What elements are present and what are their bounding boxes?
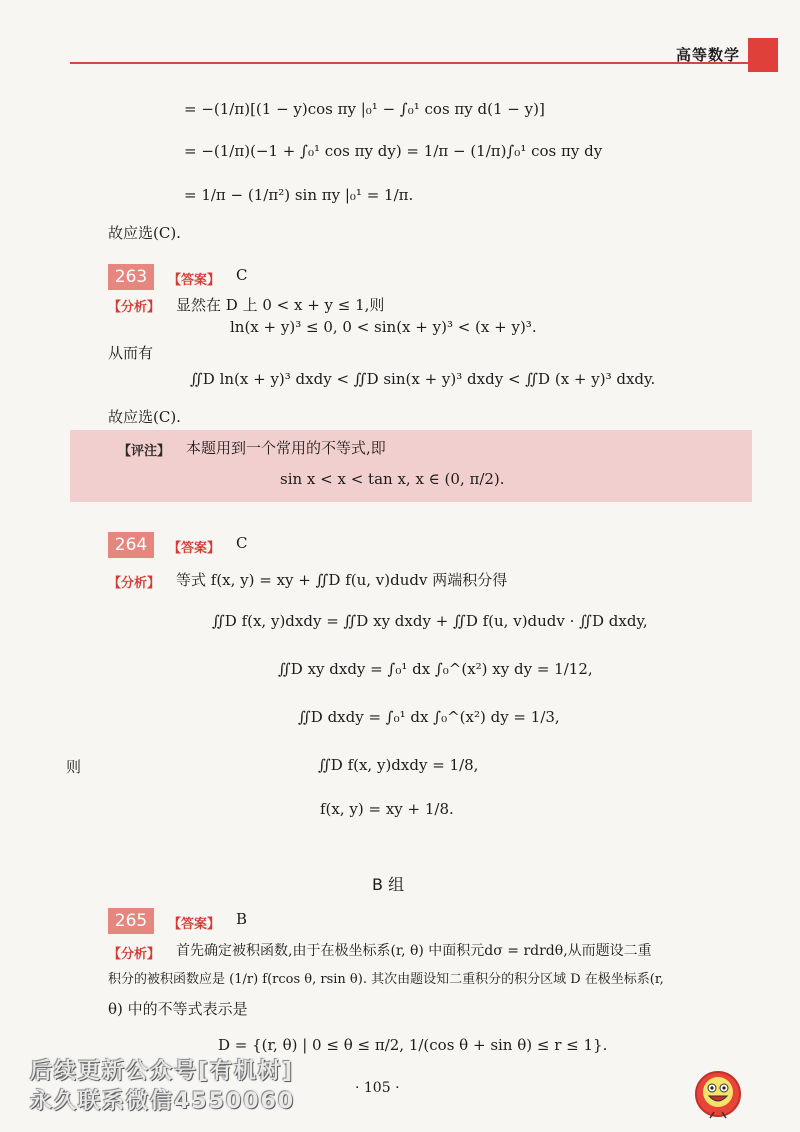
analysis-tag: 【分析】 [108, 947, 161, 962]
equation: ∬D f(x, y)dxdy = 1/8, [318, 756, 479, 774]
question-number-badge: 263 [108, 264, 154, 290]
question-number-badge: 265 [108, 908, 154, 934]
equation: ∬D dxdy = ∫₀¹ dx ∫₀^(x²) dy = 1/3, [298, 708, 560, 726]
header-title: 高等数学 [676, 46, 741, 64]
smiley-mascot-icon [690, 1066, 746, 1122]
domain-formula: D = {(r, θ) | 0 ≤ θ ≤ π/2, 1/(cos θ + sin θ) ≤ r ≤ 1}. [218, 1036, 608, 1054]
top-eq-line2: = −(1/π)(−1 + ∫₀¹ cos πy dy) = 1/π − (1/π)∫₀¹ cos πy dy [184, 142, 603, 160]
analysis-line: 积分的被积函数应是 (1/r) f(rcos θ, rsin θ). 其次由题设知二重积分的积分区域 D 在极坐标系(r, [108, 972, 664, 987]
watermark-line: 永久联系微信4550060 [30, 1089, 296, 1114]
equation: ∬D xy dxdy = ∫₀¹ dx ∫₀^(x²) xy dy = 1/12, [278, 660, 593, 678]
analysis-line: θ) 中的不等式表示是 [108, 1000, 248, 1018]
header-rule [70, 62, 750, 64]
analysis-line: 显然在 D 上 0 < x + y ≤ 1,则 [176, 296, 385, 314]
note-tag: 【评注】 [118, 444, 171, 459]
note-box [70, 430, 752, 502]
answer-tag: 【答案】 [168, 541, 221, 556]
analysis-line: 首先确定被积函数,由于在极坐标系(r, θ) 中面积元dσ = rdrdθ,从而题设二重 [176, 943, 652, 959]
answer-tag: 【答案】 [168, 273, 221, 288]
answer-value: B [236, 910, 248, 928]
question-number-badge: 264 [108, 532, 154, 558]
note-text: 本题用到一个常用的不等式,即 [186, 439, 386, 457]
top-conclusion: 故应选(C). [108, 224, 181, 242]
from-text: 从而有 [108, 344, 154, 362]
equation: ∬D f(x, y)dxdy = ∬D xy dxdy + ∬D f(u, v)dudv · ∬D dxdy, [212, 612, 648, 630]
answer-tag: 【答案】 [168, 917, 221, 932]
analysis-line: 等式 f(x, y) = xy + ∬D f(u, v)dudv 两端积分得 [176, 571, 508, 589]
analysis-tag: 【分析】 [108, 300, 161, 315]
analysis-tag: 【分析】 [108, 576, 161, 591]
page-number: · 105 · [355, 1080, 400, 1096]
section-title: B 组 [372, 875, 405, 894]
answer-value: C [236, 266, 248, 284]
q263-conclusion: 故应选(C). [108, 408, 181, 426]
analysis-formula: ln(x + y)³ ≤ 0, 0 < sin(x + y)³ < (x + y)³. [230, 318, 537, 336]
answer-value: C [236, 534, 248, 552]
inequality-chain: ∬D ln(x + y)³ dxdy < ∬D sin(x + y)³ dxdy < ∬D (x + y)³ dxdy. [190, 370, 656, 388]
top-eq-line1: = −(1/π)[(1 − y)cos πy |₀¹ − ∫₀¹ cos πy d(1 − y)] [184, 100, 545, 118]
note-formula: sin x < x < tan x, x ∈ (0, π/2). [280, 470, 505, 488]
then-text: 则 [66, 758, 82, 776]
watermark-line: 后续更新公众号[有机树] [30, 1059, 295, 1084]
top-eq-line3: = 1/π − (1/π²) sin πy |₀¹ = 1/π. [184, 186, 414, 204]
equation: f(x, y) = xy + 1/8. [320, 800, 454, 818]
header-color-tab [748, 38, 778, 72]
